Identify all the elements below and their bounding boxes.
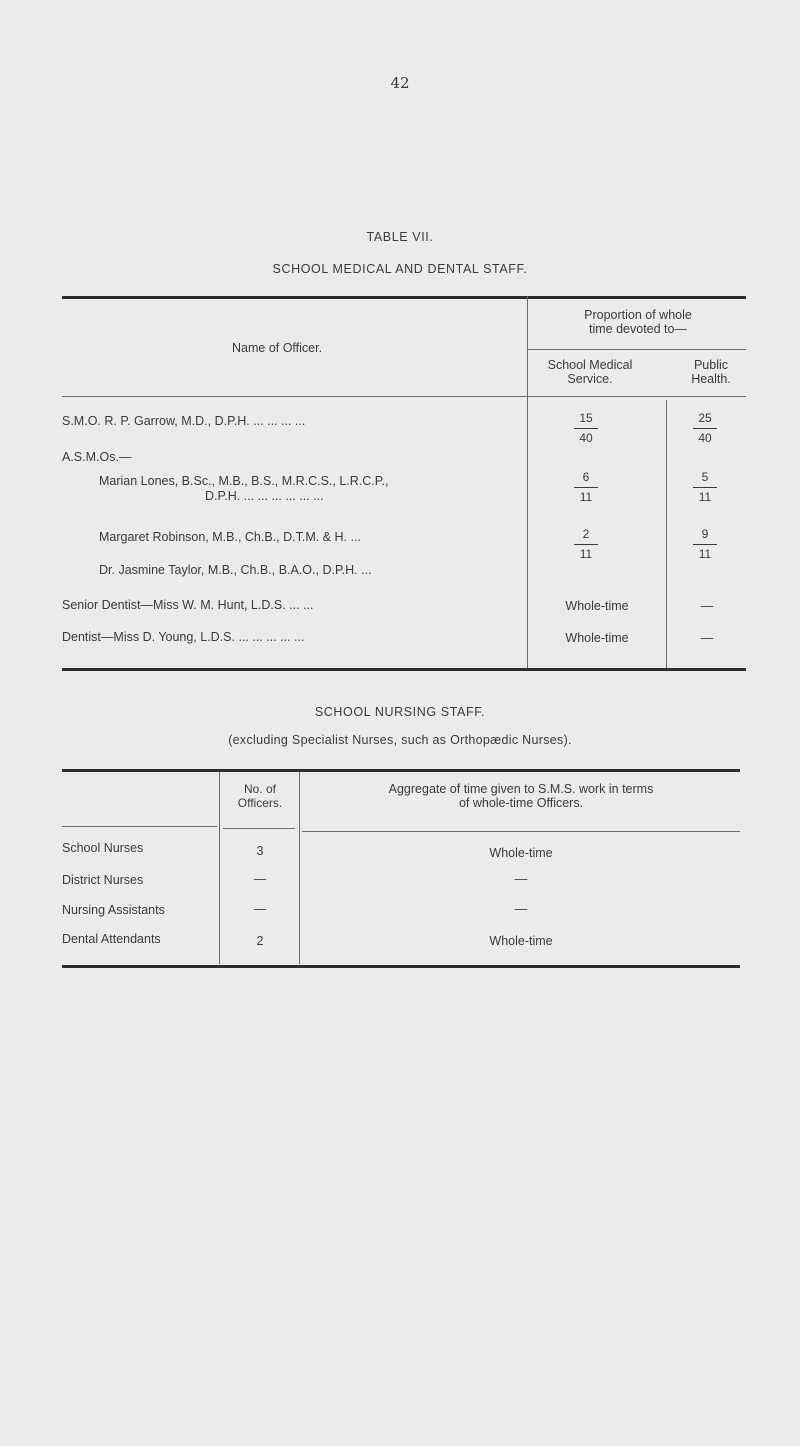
sms-value: Whole-time — [565, 631, 629, 645]
nursing-title: SCHOOL NURSING STAFF. — [314, 705, 486, 719]
table-title: SCHOOL MEDICAL AND DENTAL STAFF. — [272, 262, 528, 276]
fraction-public-health: 5 11 — [685, 469, 725, 506]
officer-name: Dr. Jasmine Taylor, M.B., Ch.B., B.A.O., D.P.H. ... — [99, 563, 372, 577]
top-rule — [62, 296, 746, 299]
aggregate-time: — — [514, 902, 528, 916]
nurse-category: District Nurses — [62, 873, 144, 887]
officer-name: Marian Lones, B.Sc., M.B., B.S., M.R.C.S., L.R.C.P., — [99, 474, 389, 488]
header-rule — [223, 828, 295, 829]
nursing-subtitle: (excluding Specialist Nurses, such as Orthopædic Nurses). — [228, 733, 572, 747]
header-proportion: Proportion of whole time devoted to— — [584, 308, 692, 336]
header-aggregate-time: Aggregate of time given to S.M.S. work in terms of whole-time Officers. — [388, 782, 654, 810]
header-public-health: Public Health. — [691, 358, 731, 386]
officer-name: Margaret Robinson, M.B., Ch.B., D.T.M. & H. ... — [99, 530, 361, 544]
header-rule — [302, 831, 740, 832]
public-health-value: — — [700, 599, 714, 613]
header-no-of-officers: No. of Officers. — [237, 782, 283, 810]
fraction-public-health: 25 40 — [685, 410, 725, 447]
nurse-category: Dental Attendants — [62, 932, 161, 946]
officer-count: — — [253, 902, 267, 916]
sms-value: Whole-time — [565, 599, 629, 613]
officer-name: Senior Dentist—Miss W. M. Hunt, L.D.S. ... ... — [62, 598, 314, 612]
bottom-rule — [62, 965, 740, 968]
header-bottom-rule — [62, 396, 746, 397]
header-split-rule — [528, 349, 746, 350]
header-school-medical-service: School Medical Service. — [547, 358, 633, 386]
aggregate-time: — — [514, 872, 528, 886]
officer-name: S.M.O. R. P. Garrow, M.D., D.P.H. ... ... ... ... — [62, 414, 306, 428]
public-health-value: — — [700, 631, 714, 645]
fraction-public-health: 9 11 — [685, 526, 725, 563]
aggregate-time: Whole-time — [489, 934, 553, 948]
officer-count: — — [253, 872, 267, 886]
aggregate-time: Whole-time — [489, 846, 553, 860]
header-rule — [62, 826, 217, 827]
page-number: 42 — [390, 74, 410, 92]
nurse-category: School Nurses — [62, 841, 144, 855]
header-name-of-officer: Name of Officer. — [232, 341, 323, 355]
fraction-sms: 2 11 — [566, 526, 606, 563]
fraction-sms: 15 40 — [566, 410, 606, 447]
officer-group-label: A.S.M.Os.— — [62, 450, 132, 464]
top-rule — [62, 769, 740, 772]
table-label: TABLE VII. — [366, 230, 434, 244]
column-divider — [666, 400, 667, 668]
bottom-rule — [62, 668, 746, 671]
officer-count: 3 — [256, 844, 264, 858]
officer-name-continued: D.P.H. ... ... ... ... ... ... — [205, 489, 324, 503]
fraction-sms: 6 11 — [566, 469, 606, 506]
nurse-category: Nursing Assistants — [62, 903, 165, 917]
officer-name: Dentist—Miss D. Young, L.D.S. ... ... ... ... ... — [62, 630, 305, 644]
officer-count: 2 — [256, 934, 264, 948]
